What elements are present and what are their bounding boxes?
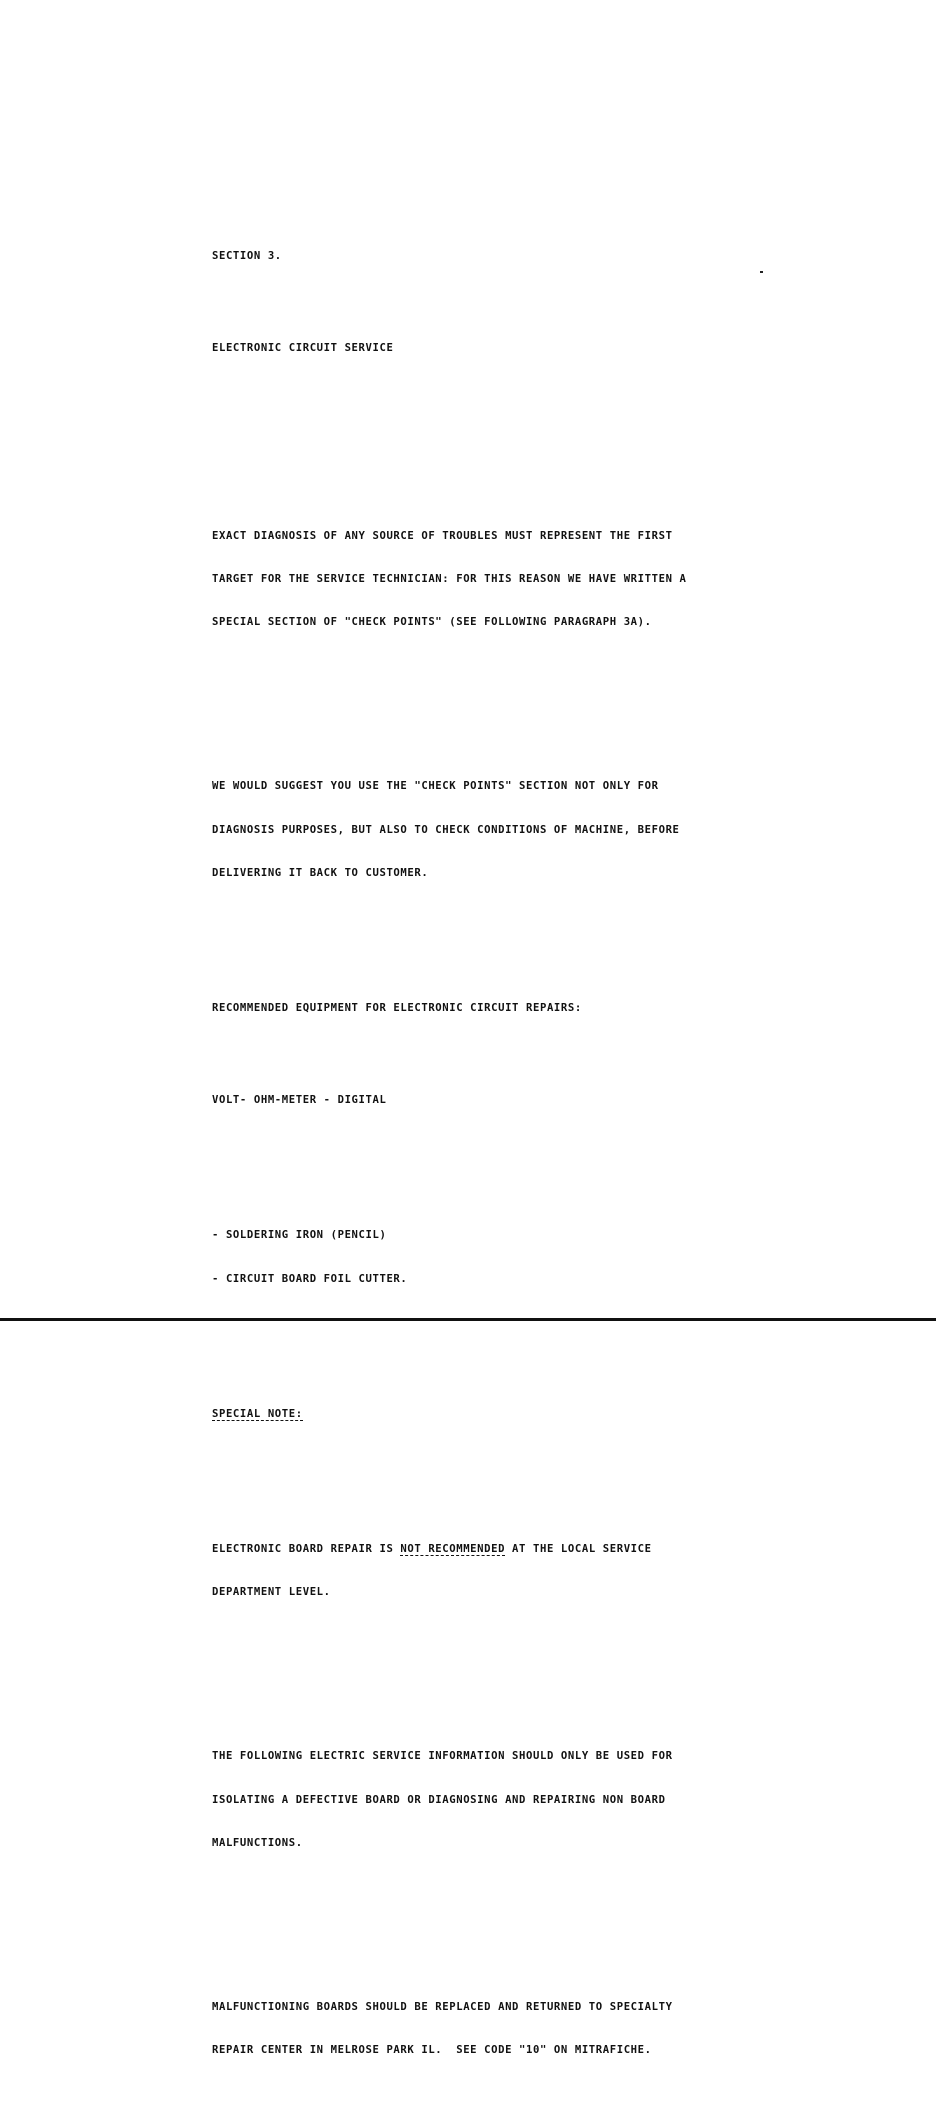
page-bottom-edge [0,1318,936,1321]
list-item: - CIRCUIT BOARD FOIL CUTTER. [212,1272,408,1285]
not-recommended-emphasis: NOT RECOMMENDED [400,1543,506,1556]
section-heading: ELECTRONIC CIRCUIT SERVICE [212,341,394,354]
paragraph-line: THE FOLLOWING ELECTRIC SERVICE INFORMATION SHOULD ONLY BE USED FOR [212,1750,673,1763]
text-run: ELECTRONIC BOARD REPAIR IS [212,1543,401,1556]
list-item: - SOLDERING IRON (PENCIL) [212,1229,387,1242]
scan-speck [760,271,763,273]
equipment-heading: RECOMMENDED EQUIPMENT FOR ELECTRONIC CIRCUIT REPAIRS: [212,1002,582,1015]
special-note-label [212,1407,782,1421]
paragraph-service-information [212,1721,782,1879]
paragraph-check-points [212,751,782,909]
document-body [212,220,782,2115]
equipment-meter: VOLT- OHM-METER - DIGITAL [212,1094,387,1107]
paragraph-board-repair [212,1513,782,1628]
paragraph-line [212,1542,782,1556]
paragraph-line: EXACT DIAGNOSIS OF ANY SOURCE OF TROUBLES MUST REPRESENT THE FIRST [212,529,673,542]
paragraph-line: TARGET FOR THE SERVICE TECHNICIAN: FOR THIS REASON WE HAVE WRITTEN A [212,573,687,586]
paragraph-line: ISOLATING A DEFECTIVE BOARD OR DIAGNOSING AND REPAIRING NON BOARD [212,1793,666,1806]
special-note-text: SPECIAL NOTE: [212,1407,303,1420]
paragraph-line: WE WOULD SUGGEST YOU USE THE "CHECK POINTS" SECTION NOT ONLY FOR [212,780,659,793]
paragraph-line: MALFUNCTIONING BOARDS SHOULD BE REPLACED AND RETURNED TO SPECIALTY [212,2000,673,2013]
paragraph-line: SPECIAL SECTION OF "CHECK POINTS" (SEE FOLLOWING PARAGRAPH 3A). [212,616,652,629]
paragraph-line: DELIVERING IT BACK TO CUSTOMER. [212,866,429,879]
paragraph-exact-diagnosis [212,500,782,658]
paragraph-line: MALFUNCTIONS. [212,1836,303,1849]
paragraph-line: REPAIR CENTER IN MELROSE PARK IL. SEE CODE "10" ON MITRAFICHE. [212,2044,652,2057]
paragraph-line: DEPARTMENT LEVEL. [212,1586,331,1599]
paragraph-line: DIAGNOSIS PURPOSES, BUT ALSO TO CHECK CONDITIONS OF MACHINE, BEFORE [212,823,680,836]
equipment-list [212,1200,782,1315]
text-run: AT THE LOCAL SERVICE [505,1543,652,1556]
section-label: SECTION 3. [212,249,282,262]
paragraph-malfunctioning-boards [212,1971,782,2086]
